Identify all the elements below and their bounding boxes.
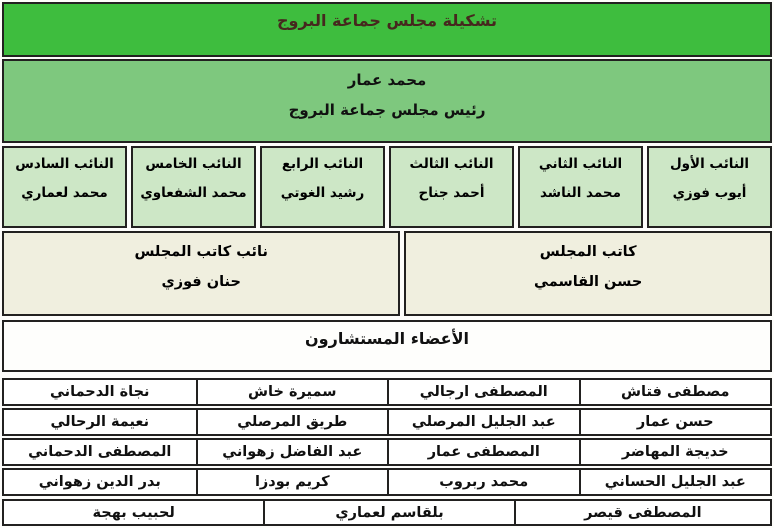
deputy-cell-4	[260, 146, 385, 228]
deputy-secretary-name: حنان فوزي	[161, 274, 241, 290]
member-cell: عبد الجليل المرصلي	[387, 410, 579, 434]
member-cell: المصطفى قيصر	[514, 501, 770, 524]
deputy-title: النائب الخامس	[145, 156, 242, 172]
advisory-members-header	[2, 320, 772, 372]
secretary-section	[2, 231, 772, 316]
member-cell: طريق المرصلي	[196, 410, 388, 434]
deputy-name: محمد الناشد	[540, 185, 621, 201]
document-title-banner	[2, 2, 772, 57]
secretary-title: كاتب المجلس	[539, 244, 637, 260]
deputy-name: أحمد جناح	[418, 185, 485, 201]
deputy-cell-5	[131, 146, 256, 228]
member-cell: محمد ربروب	[387, 470, 579, 494]
deputy-title: النائب السادس	[15, 156, 114, 172]
deputy-cell-6	[2, 146, 127, 228]
members-row-5	[2, 499, 772, 526]
member-cell: المصطفى الدحماني	[28, 444, 172, 460]
deputy-name: أيوب فوزي	[672, 185, 747, 201]
members-row-3	[2, 438, 772, 466]
secretary-name: حسن القاسمي	[534, 274, 643, 290]
deputy-name: محمد لعماري	[21, 185, 108, 201]
members-row-1	[2, 378, 772, 406]
deputy-title: النائب الثالث	[409, 156, 494, 172]
member-cell: لحبيب بهجة	[92, 504, 175, 521]
member-cell: عبد الفاضل زهواني	[196, 440, 388, 464]
member-cell: مصطفى فتاش	[579, 380, 771, 404]
member-cell: بلقاسم لعماري	[263, 501, 513, 524]
member-cell: عبد الجليل الحساني	[579, 470, 771, 494]
deputy-title: النائب الثاني	[538, 156, 623, 172]
deputy-title: النائب الأول	[669, 156, 750, 172]
member-cell: المصطفى عمار	[387, 440, 579, 464]
member-cell: نعيمة الرحالي	[50, 414, 150, 430]
deputy-cell-1	[647, 146, 772, 228]
deputy-name: رشيد الغوتي	[280, 185, 365, 201]
deputy-cell-3	[389, 146, 514, 228]
president-section	[2, 59, 772, 143]
president-role: رئيس مجلس جماعة البروج	[288, 101, 486, 119]
deputy-cell-2	[518, 146, 643, 228]
members-row-2	[2, 408, 772, 436]
deputy-title: النائب الرابع	[281, 156, 364, 172]
secretary-cell	[404, 231, 772, 316]
member-cell: خديجة المهاضر	[579, 440, 771, 464]
deputy-name: محمد الشفعاوي	[140, 185, 247, 201]
member-cell: نجاة الدحماني	[50, 384, 150, 400]
member-cell: حسن عمار	[579, 410, 771, 434]
deputy-secretary-title: نائب كاتب المجلس	[134, 244, 268, 260]
member-cell: بدر الدين زهواني	[38, 474, 161, 490]
members-row-4	[2, 468, 772, 496]
president-name: محمد عمار	[347, 71, 427, 89]
member-cell: كريم بودزا	[196, 470, 388, 494]
member-cell: سميرة خاش	[196, 380, 388, 404]
member-cell: المصطفى ارجالي	[387, 380, 579, 404]
advisory-header-label: الأعضاء المستشارون	[305, 329, 469, 348]
deputy-secretary-cell	[2, 231, 400, 316]
deputies-section	[2, 146, 772, 228]
page-title: تشكيلة مجلس جماعة البروج	[277, 11, 498, 30]
